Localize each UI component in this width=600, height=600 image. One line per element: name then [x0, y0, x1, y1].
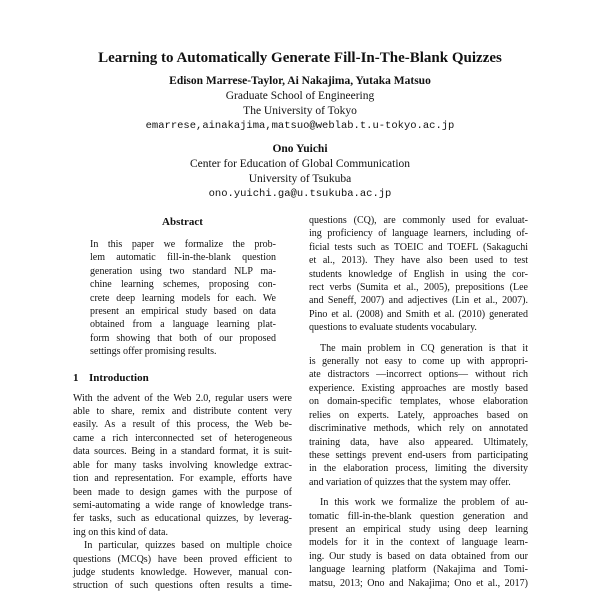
text-line: easily. As a result of this process, the Web be-: [73, 419, 292, 431]
text-line: ing. Our study is based on data obtained from our: [309, 550, 528, 562]
author-affiliation-school: Graduate School of Engineering: [225, 90, 375, 102]
text-line: came a rich interconnected set of heterogeneous: [73, 432, 292, 444]
left-column: [73, 214, 292, 593]
text-line: ate distractors —incorrect options— without rich: [309, 369, 528, 381]
abstract-heading: Abstract: [162, 216, 203, 228]
text-line: questions (CQ), are commonly used for evaluat-: [309, 215, 528, 226]
text-line: relies on experts. Lately, approaches based on: [309, 409, 528, 421]
text-line: and Seneff, 2007) and adjectives (Lin et al., 2007).: [309, 295, 528, 307]
paragraph-gap: [309, 335, 528, 342]
author-block-1: [0, 74, 600, 134]
text-line: experience. Existing approaches are mostly based: [309, 382, 528, 394]
text-line: questions to evaluate students vocabulary.: [309, 322, 477, 334]
text-line: able to share, remix and distribute content very: [73, 406, 292, 418]
section-heading-introduction: [73, 370, 292, 386]
text-line: tion and representation. For example, efforts have: [73, 473, 292, 485]
intro-paragraph-2: [73, 539, 292, 593]
abstract-line: form showing that both of our proposed: [90, 332, 276, 344]
text-line: tomatic fill-in-the-blank question generation and: [309, 510, 528, 522]
text-line: ing proficiency of language learners, including of-: [309, 228, 528, 240]
author-affiliation-center: Center for Education of Global Communication: [189, 158, 411, 170]
text-line: Pino et al. (2008) and Smith et al. (2010) generated: [309, 308, 528, 320]
text-line: The main problem in CQ generation is that it: [320, 342, 528, 354]
author-names: Ono Yuichi: [272, 143, 328, 155]
text-line: et al., 2013). They have also been used to test: [309, 255, 528, 267]
abstract-line: chine learning schemes, proposing con-: [90, 279, 276, 291]
author-names: Edison Marrese-Taylor, Ai Nakajima, Yutaka Matsuo: [169, 75, 431, 87]
right-paragraph-3: [309, 496, 528, 590]
right-column: [309, 214, 528, 590]
abstract-line: generation using two standard NLP ma-: [90, 265, 276, 277]
text-line: rect verbs (Sumita et al., 2005), prepositions (Lee: [309, 282, 528, 294]
author-block-2: [0, 142, 600, 202]
text-line: students knowledge of English in using the cor-: [309, 268, 528, 280]
text-line: and variation of quizzes that the system may offer.: [309, 476, 511, 488]
paragraph-gap: [309, 489, 528, 496]
text-line: models for it in the context of language learn-: [309, 537, 528, 549]
text-line: language learning platform (Nakajima and Tomi-: [309, 564, 528, 576]
author-affiliation-university: University of Tsukuba: [248, 173, 352, 185]
text-line: In this work we formalize the problem of au-: [320, 497, 528, 509]
text-line: semi-automating a wide range of knowledge trans-: [73, 499, 292, 511]
text-line: is generally not easy to come up with appropri-: [309, 356, 528, 368]
text-line: training data, have also appeared. Ultimately,: [309, 436, 528, 448]
text-line: been made to design games with the purpose of: [73, 486, 292, 498]
abstract-line: lem automatic fill-in-the-blank question: [90, 252, 276, 264]
section-title: Introduction: [89, 371, 149, 384]
text-line: judge students knowledge. However, manual con-: [73, 566, 292, 578]
text-line: With the advent of the Web 2.0, regular users were: [73, 392, 292, 404]
text-line: In particular, quizzes based on multiple choice: [84, 540, 292, 552]
text-line: struction of such questions often results a time-: [73, 580, 292, 592]
right-paragraph-1: [309, 214, 528, 335]
section-number: 1: [73, 371, 79, 384]
abstract-line: settings offer promising results.: [90, 346, 217, 358]
abstract-text: [90, 238, 276, 359]
text-line: present an empirical study using deep learning: [309, 523, 528, 535]
text-line: matsu, 2013; Ono and Nakajima; Ono et al., 2017): [309, 577, 528, 589]
right-paragraph-2: [309, 342, 528, 489]
text-line: these settings prevent end-users from participating: [309, 449, 528, 461]
text-line: fer tasks, such as educational quizzes, by leverag-: [73, 513, 292, 525]
text-line: data sources. Being in a standard format, it is suit-: [73, 446, 292, 458]
intro-paragraph-1: [73, 392, 292, 539]
text-line: able for many tasks involving knowledge extrac-: [73, 459, 292, 471]
text-line: questions (MCQs) have been proved efficient to: [73, 553, 292, 565]
abstract-line: crete deep learning models for each. We: [90, 292, 276, 304]
abstract-line: In this paper we formalize the prob-: [90, 239, 276, 250]
abstract-line: present an empirical study based on data: [90, 306, 276, 318]
text-line: on domain-specific templates, whose elaboration: [309, 396, 528, 408]
author-email: ono.yuichi.ga@u.tsukuba.ac.jp: [208, 188, 392, 200]
text-line: ficial tests such as TOEIC and TOEFL (Sakaguchi: [309, 241, 528, 253]
text-line: in the elaboration process, limiting the diversity: [309, 463, 528, 475]
author-affiliation-university: The University of Tokyo: [243, 105, 357, 117]
abstract-line: obtained from a language learning plat-: [90, 319, 276, 331]
author-email: emarrese,ainakajima,matsuo@weblab.t.u-tokyo.ac.jp: [145, 120, 455, 132]
paper-title: Learning to Automatically Generate Fill-In-The-Blank Quizzes: [98, 50, 502, 66]
text-line: ing on this kind of data.: [73, 526, 168, 538]
text-line: discriminative methods, which rely on annotated: [309, 423, 528, 435]
